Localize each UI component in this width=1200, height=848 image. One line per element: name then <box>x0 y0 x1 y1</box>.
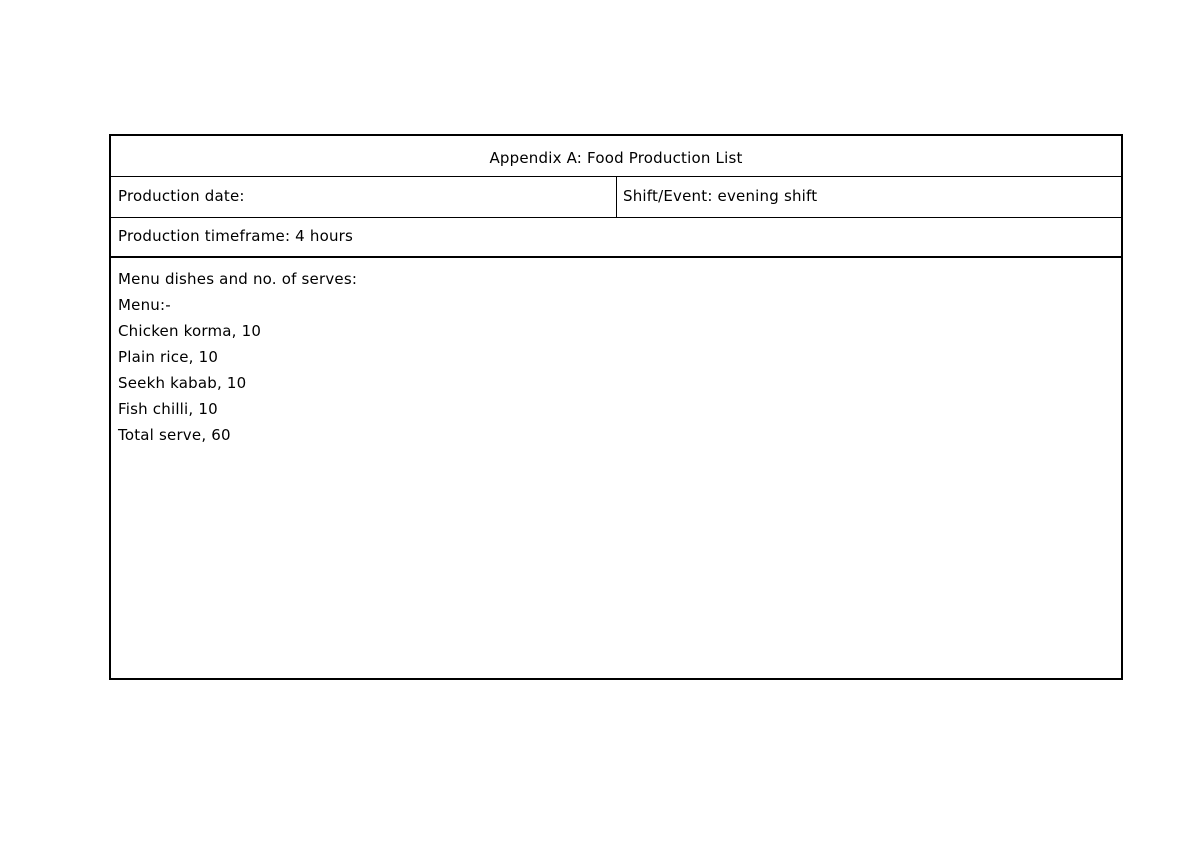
date-shift-row <box>111 177 1121 218</box>
timeframe-row <box>111 218 1121 258</box>
production-date-label: Production date: <box>118 187 245 205</box>
menu-block <box>111 258 1121 448</box>
form-title: Appendix A: Food Production List <box>489 149 743 167</box>
menu-item: Fish chilli, 10 <box>118 400 218 418</box>
menu-item: Plain rice, 10 <box>118 348 219 366</box>
production-date-cell <box>111 177 617 217</box>
menu-label: Menu:- <box>118 296 171 314</box>
food-production-form <box>109 134 1123 680</box>
production-timeframe-text: Production timeframe: 4 hours <box>118 227 354 245</box>
menu-heading: Menu dishes and no. of serves: <box>118 270 358 288</box>
shift-event-text: Shift/Event: evening shift <box>623 187 818 205</box>
shift-event-cell <box>617 177 1121 217</box>
form-title-row <box>111 136 1121 177</box>
menu-item: Total serve, 60 <box>118 426 231 444</box>
menu-item: Chicken korma, 10 <box>118 322 262 340</box>
menu-item: Seekh kabab, 10 <box>118 374 247 392</box>
